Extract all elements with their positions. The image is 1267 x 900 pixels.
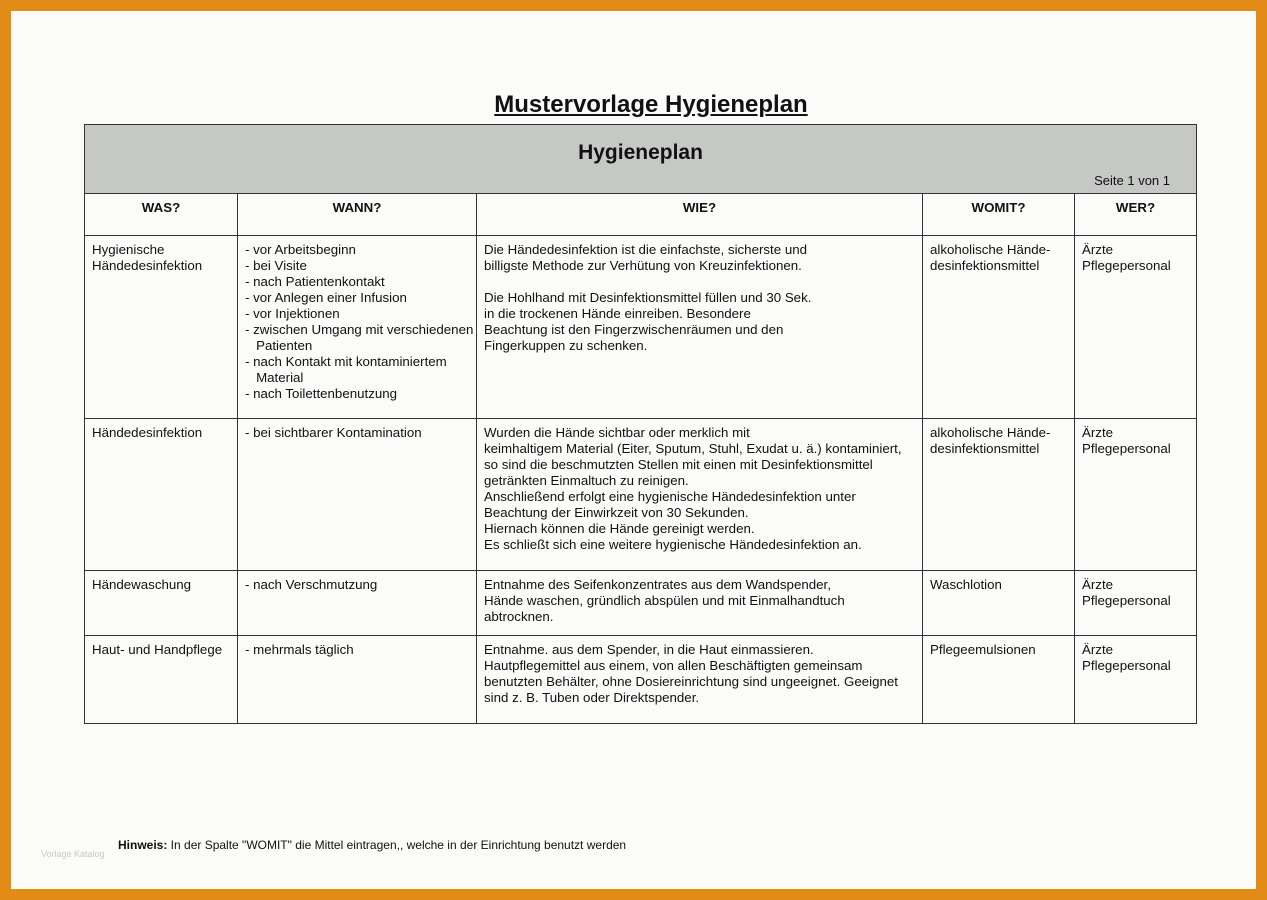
cell-wann <box>238 636 477 724</box>
cell-line: Beachtung der Einwirkzeit von 30 Sekunden. <box>484 505 749 520</box>
cell-line: Hände waschen, gründlich abspülen und mit Einmalhandtuch <box>484 593 845 608</box>
page-indicator: Seite 1 von 1 <box>1094 173 1170 188</box>
cell-line: - bei sichtbarer Kontamination <box>245 425 422 440</box>
watermark: Vorlage Katalog <box>41 849 105 859</box>
cell-was <box>85 419 238 571</box>
cell-wer <box>1075 571 1197 636</box>
cell-wer <box>1075 236 1197 419</box>
note-label: Hinweis: <box>118 838 168 852</box>
cell-line: - vor Arbeitsbeginn <box>245 242 356 257</box>
cell-line: Pflegepersonal <box>1082 441 1171 456</box>
cell-line: - vor Injektionen <box>245 306 340 321</box>
cell-wie <box>477 571 923 636</box>
table-row <box>85 571 1197 636</box>
cell-line: Händewaschung <box>92 577 192 592</box>
cell-line: Händedesinfektion <box>92 258 203 273</box>
cell-line: Pflegeemulsionen <box>930 642 1036 657</box>
cell-line: Die Händedesinfektion ist die einfachste, sicherste und <box>484 242 808 257</box>
cell-line: Pflegepersonal <box>1082 658 1171 673</box>
cell-line: Ärzte <box>1082 425 1114 440</box>
cell-line: benutzten Behälter, ohne Dosiereinrichtung sind ungeeignet. Geeignet <box>484 674 898 689</box>
cell-line <box>484 274 915 290</box>
cell-line: sind z. B. Tuben oder Direktspender. <box>484 690 700 705</box>
cell-was <box>85 571 238 636</box>
cell-line: abtrocknen. <box>484 609 554 624</box>
header-womit: WOMIT? <box>923 194 1075 236</box>
cell-was <box>85 636 238 724</box>
header-wie: WIE? <box>477 194 923 236</box>
cell-line: - nach Patientenkontakt <box>245 274 385 289</box>
cell-line: - vor Anlegen einer Infusion <box>245 290 407 305</box>
cell-line: in die trockenen Hände einreiben. Besondere <box>484 306 751 321</box>
cell-line: alkoholische Hände- <box>930 425 1051 440</box>
cell-line: - nach Kontakt mit kontaminiertem <box>245 354 447 369</box>
banner-title: Hygieneplan <box>578 141 703 164</box>
header-wann: WANN? <box>238 194 477 236</box>
document-title: Mustervorlage Hygieneplan <box>494 91 808 118</box>
table-banner <box>85 125 1197 194</box>
cell-line: getränkten Einmaltuch zu reinigen. <box>484 473 689 488</box>
cell-line: billigste Methode zur Verhütung von Kreuzinfektionen. <box>484 258 802 273</box>
cell-line: keimhaltigem Material (Eiter, Sputum, Stuhl, Exudat u. ä.) kontaminiert, <box>484 441 902 456</box>
cell-womit <box>923 636 1075 724</box>
cell-line: Ärzte <box>1082 642 1114 657</box>
table-row <box>85 419 1197 571</box>
cell-line: Die Hohlhand mit Desinfektionsmittel füllen und 30 Sek. <box>484 290 812 305</box>
cell-line: - nach Verschmutzung <box>245 577 378 592</box>
cell-womit <box>923 419 1075 571</box>
cell-wie <box>477 236 923 419</box>
cell-line: Ärzte <box>1082 577 1114 592</box>
cell-line: Pflegepersonal <box>1082 258 1171 273</box>
cell-wann <box>238 419 477 571</box>
cell-line: Hiernach können die Hände gereinigt werden. <box>484 521 755 536</box>
document-page <box>11 11 1256 889</box>
cell-line: Fingerkuppen zu schenken. <box>484 338 648 353</box>
cell-line: Ärzte <box>1082 242 1114 257</box>
table-banner-row <box>85 125 1197 194</box>
cell-line: Patienten <box>245 338 313 353</box>
footer-note <box>118 838 626 852</box>
cell-line: so sind die beschmutzten Stellen mit einen mit Desinfektionsmittel <box>484 457 873 472</box>
cell-line: Wurden die Hände sichtbar oder merklich mit <box>484 425 750 440</box>
cell-womit <box>923 571 1075 636</box>
cell-line: Waschlotion <box>930 577 1002 592</box>
cell-line: Hygienische <box>92 242 165 257</box>
cell-line: Händedesinfektion <box>92 425 203 440</box>
cell-line: - nach Toilettenbenutzung <box>245 386 398 401</box>
cell-wie <box>477 419 923 571</box>
cell-line: Entnahme des Seifenkonzentrates aus dem Wandspender, <box>484 577 831 592</box>
cell-wie <box>477 636 923 724</box>
cell-was <box>85 236 238 419</box>
cell-wann <box>238 571 477 636</box>
table-row <box>85 236 1197 419</box>
cell-wann <box>238 236 477 419</box>
header-was: WAS? <box>85 194 238 236</box>
cell-line: Material <box>245 370 304 385</box>
cell-line: Hautpflegemittel aus einem, von allen Beschäftigten gemeinsam <box>484 658 863 673</box>
cell-line: desinfektionsmittel <box>930 258 1040 273</box>
cell-line: desinfektionsmittel <box>930 441 1040 456</box>
cell-wer <box>1075 636 1197 724</box>
hygiene-plan-table <box>84 124 1197 724</box>
cell-line: Pflegepersonal <box>1082 593 1171 608</box>
cell-line: alkoholische Hände- <box>930 242 1051 257</box>
cell-line: Beachtung ist den Fingerzwischenräumen und den <box>484 322 784 337</box>
cell-line: Entnahme. aus dem Spender, in die Haut einmassieren. <box>484 642 814 657</box>
cell-line: Haut- und Handpflege <box>92 642 223 657</box>
table-header-row <box>85 194 1197 236</box>
cell-womit <box>923 236 1075 419</box>
header-wer: WER? <box>1075 194 1197 236</box>
cell-line: - zwischen Umgang mit verschiedenen <box>245 322 474 337</box>
table-row <box>85 636 1197 724</box>
cell-line: Es schließt sich eine weitere hygienische Händedesinfektion an. <box>484 537 862 552</box>
table-body <box>85 236 1197 724</box>
cell-line: Anschließend erfolgt eine hygienische Händedesinfektion unter <box>484 489 856 504</box>
cell-line: - mehrmals täglich <box>245 642 354 657</box>
note-text: In der Spalte "WOMIT" die Mittel eintragen,, welche in der Einrichtung benutzt werden <box>167 838 627 852</box>
cell-line: - bei Visite <box>245 258 307 273</box>
cell-wer <box>1075 419 1197 571</box>
